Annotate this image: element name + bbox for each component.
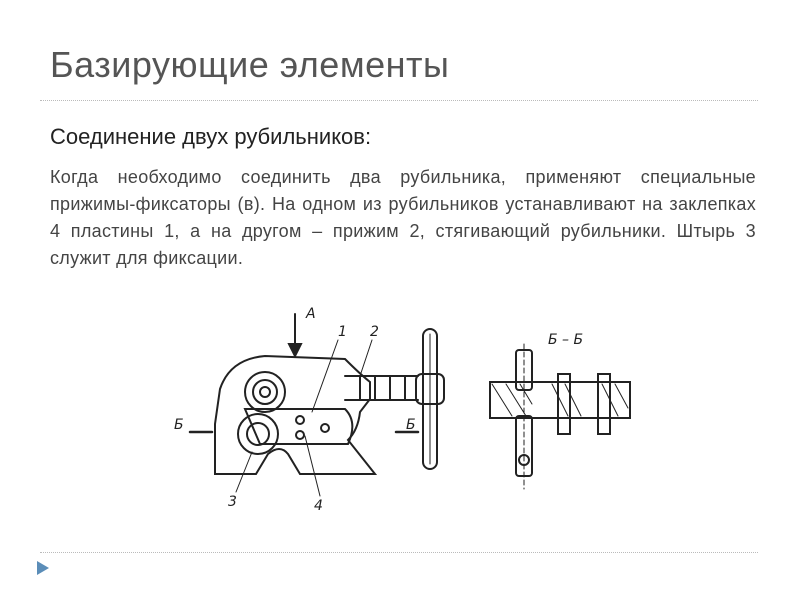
triangle-arrow-icon[interactable]: [36, 560, 50, 576]
leader-2: [360, 340, 372, 376]
top-divider: [40, 100, 758, 101]
label-b-left: Б: [174, 417, 184, 433]
label-3: 3: [228, 494, 237, 510]
arrow-a-head: [289, 344, 301, 356]
leader-3: [236, 452, 252, 492]
bottom-divider: [40, 552, 758, 553]
label-1: 1: [338, 324, 347, 340]
upper-eye-pin: [260, 387, 270, 397]
label-b-right: Б: [406, 417, 416, 433]
label-4: 4: [314, 498, 323, 514]
body-text: Когда необходимо соединить два рубильника, применяют специальные прижимы-фиксаторы (в). На одном из рубильников устанавливают на заклепках 4 пластины 1, а на другом – прижим 2, стягивающий рубильники. Штырь 3 служит для фиксации.: [50, 167, 756, 268]
slide-subtitle: Соединение двух рубильников:: [50, 124, 372, 149]
lower-eye-outer: [238, 414, 278, 454]
section-hatch-right: [552, 384, 628, 416]
upper-eye-inner: [253, 380, 277, 404]
label-2: 2: [370, 324, 379, 340]
section-hatch-left: [492, 384, 532, 416]
leader-1: [312, 340, 338, 412]
label-a: А: [306, 306, 316, 322]
rivet-b: [296, 431, 304, 439]
section-label: Б – Б: [548, 332, 584, 348]
clamp-diagram: [160, 304, 640, 524]
rivet-a: [296, 416, 304, 424]
upper-eye-outer: [245, 372, 285, 412]
clamp-body: [215, 356, 375, 474]
rivet-c: [321, 424, 329, 432]
slide-title: Базирующие элементы: [50, 44, 450, 85]
